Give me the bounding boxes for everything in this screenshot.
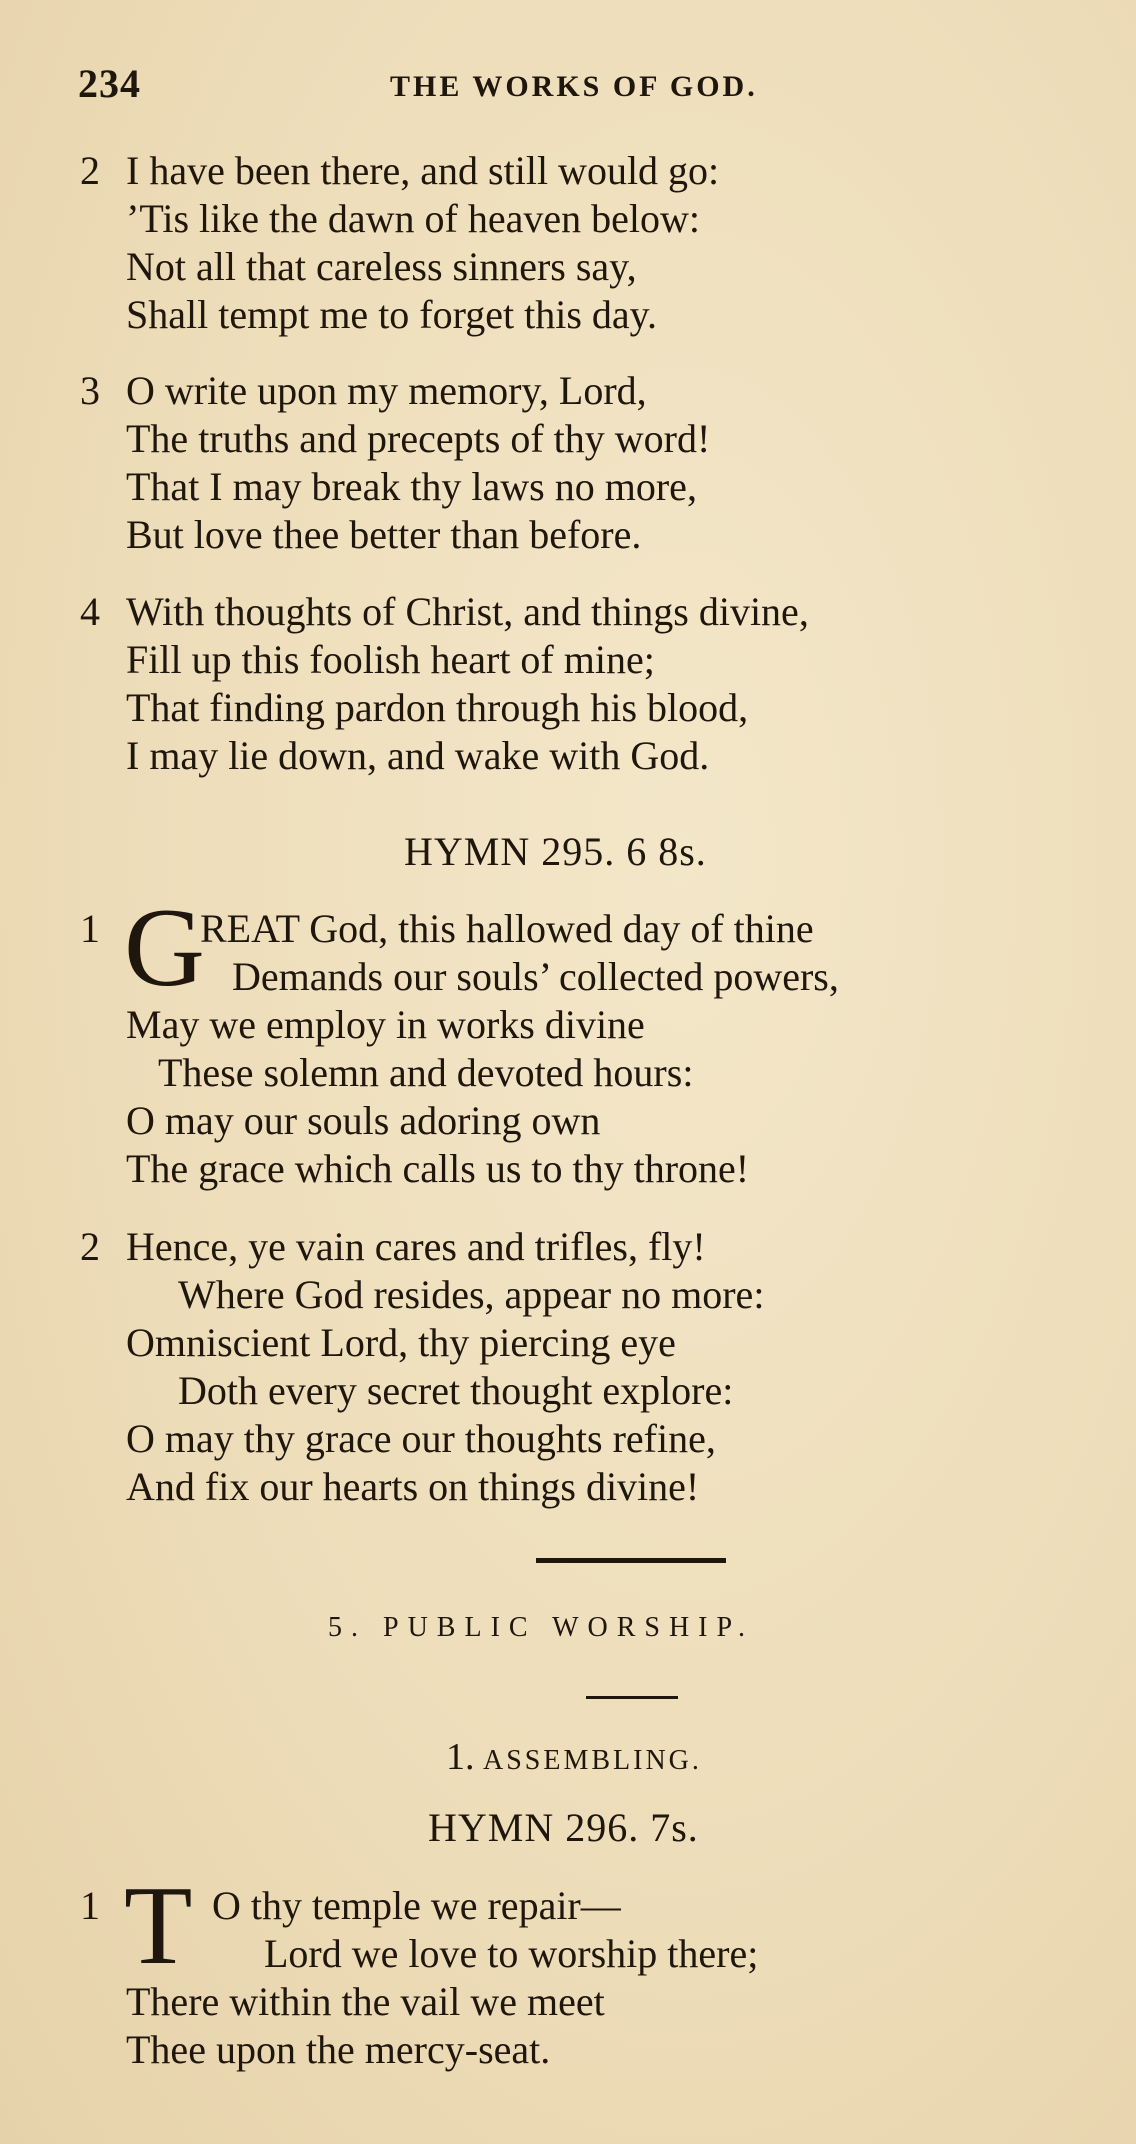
drop-cap: T [124,1864,193,1988]
verse-line: These solemn and devoted hours: [158,1050,694,1095]
verse-number: 2 [80,1224,100,1269]
verse-line: Lord we love to worship there; [264,1931,759,1976]
subsection-title: ASSEMBLING. [482,1745,702,1776]
verse-number: 2 [80,148,100,193]
verse-line: Demands our souls’ collected powers, [232,954,839,999]
page-header [78,60,1078,120]
section-rule [536,1558,726,1563]
verse-number: 1 [80,1883,100,1928]
verse-line: Fill up this foolish heart of mine; [126,637,655,682]
verse-line: I may lie down, and wake with God. [126,733,710,778]
verse-number: 4 [80,589,100,634]
verse-line: The truths and precepts of thy word! [126,416,711,461]
page-number: 234 [78,61,141,106]
verse-line: The grace which calls us to thy throne! [126,1146,750,1191]
verse-line: O thy temple we repair— [212,1883,621,1928]
verse-line: O may thy grace our thoughts refine, [126,1416,716,1461]
verse-line: O write upon my memory, Lord, [126,368,647,413]
verse-line: Not all that careless sinners say, [126,244,637,289]
verse-line: Omniscient Lord, thy piercing eye [126,1320,676,1365]
verse-line: That finding pardon through his blood, [126,685,749,730]
verse-line: O may our souls adoring own [126,1098,601,1143]
verse-line: There within the vail we meet [126,1979,605,2024]
subsection-number: 1. [446,1736,475,1778]
section-heading [328,1612,754,1644]
verse-line: ’Tis like the dawn of heaven below: [126,196,700,241]
verse-line: But love thee better than before. [126,512,642,557]
verse-line: Doth every secret thought explore: [178,1368,734,1413]
verse-line: That I may break thy laws no more, [126,464,697,509]
subsection-rule [586,1696,678,1699]
subsection-heading [446,1735,702,1779]
running-head: THE WORKS OF GOD. [390,70,758,103]
verse-line: May we employ in works divine [126,1002,645,1047]
verse-line: Shall tempt me to forget this day. [126,292,658,337]
hymn-title: HYMN 295. 6 8s. [404,829,707,874]
verse-line: I have been there, and still would go: [126,148,720,193]
drop-cap: G [124,886,205,1010]
verse-line: With thoughts of Christ, and things divine, [126,589,809,634]
verse-line: And fix our hearts on things divine! [126,1464,700,1509]
verse-line: REAT God, this hallowed day of thine [200,906,814,951]
verse-line: Hence, ye vain cares and trifles, fly! [126,1224,706,1269]
verse-line: Where God resides, appear no more: [178,1272,765,1317]
verse-line: Thee upon the mercy-seat. [126,2027,551,2072]
section-number: 5. [328,1612,367,1643]
hymn-title: HYMN 296. 7s. [428,1805,699,1850]
section-title: PUBLIC WORSHIP. [383,1612,754,1643]
verse-number: 1 [80,906,100,951]
verse-number: 3 [80,368,100,413]
